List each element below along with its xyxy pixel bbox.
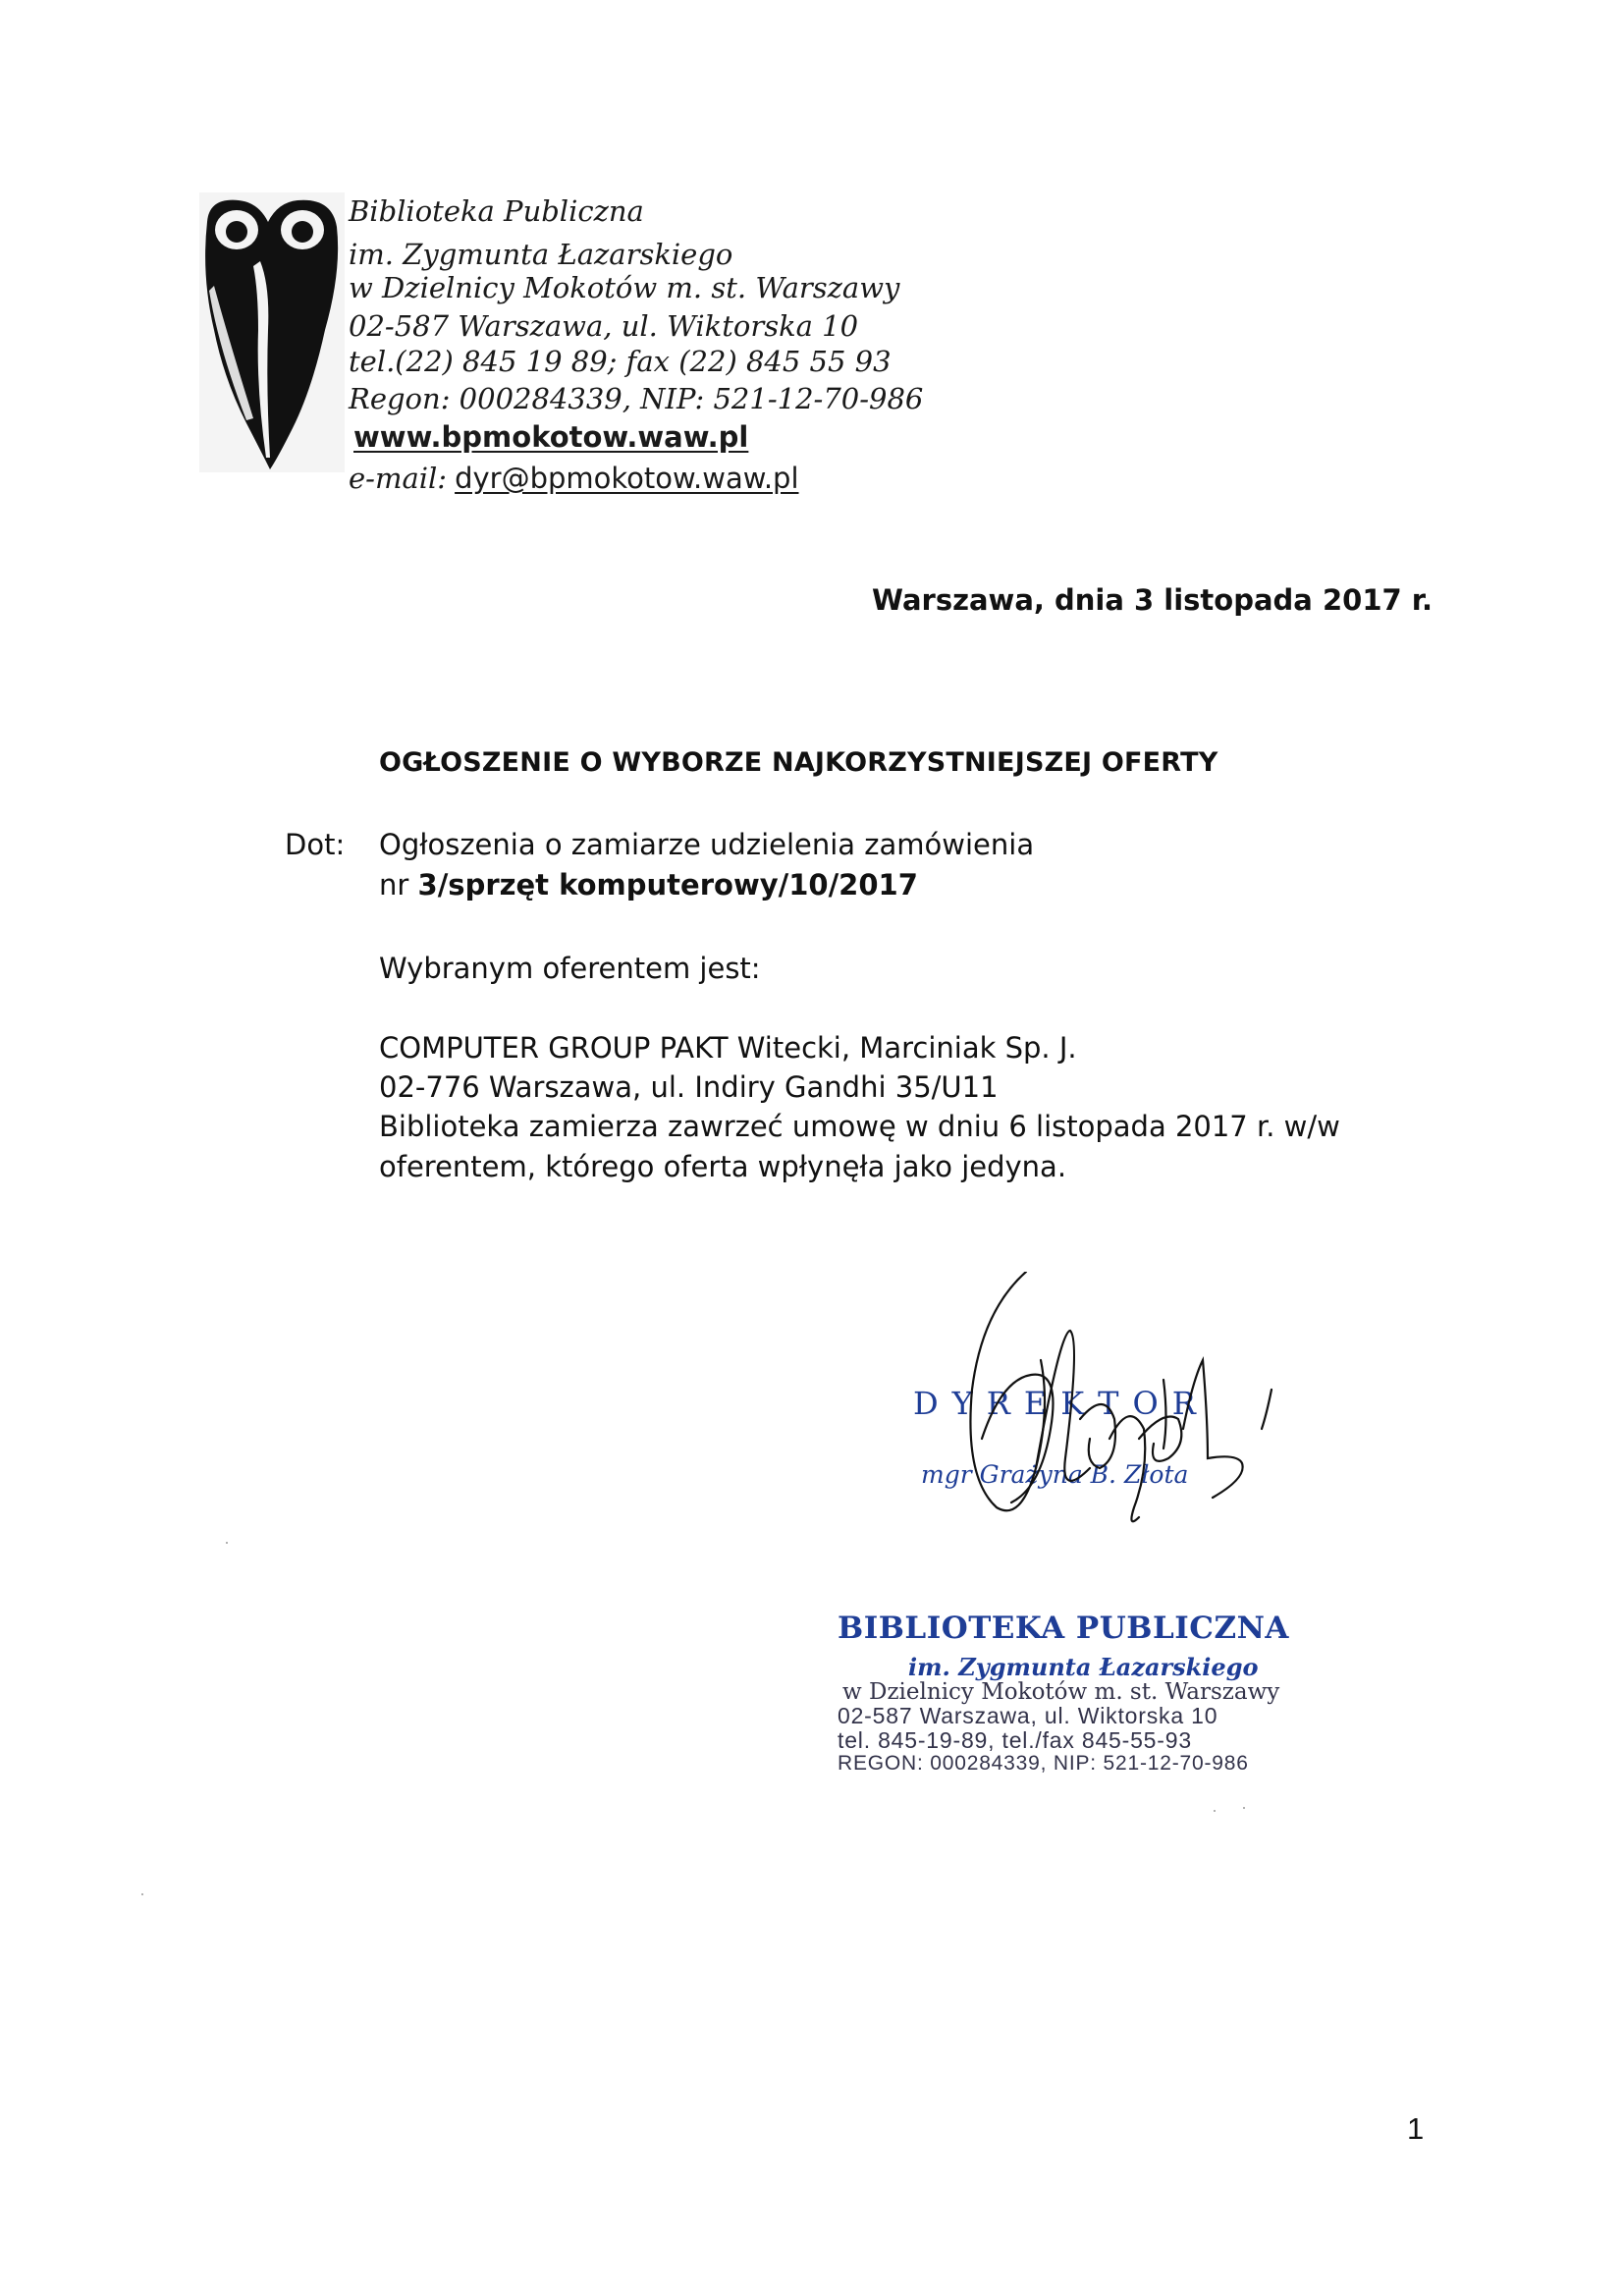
letterhead-phone-fax: tel.(22) 845 19 89; fax (22) 845 55 93 — [349, 345, 892, 378]
letterhead-regon-nip: Regon: 000284339, NIP: 521-12-70-986 — [349, 382, 924, 415]
owl-logo-icon — [199, 192, 345, 472]
letterhead-email-link[interactable]: dyr@bpmokotow.waw.pl — [455, 462, 799, 495]
institution-stamp-title: BIBLIOTEKA PUBLICZNA — [838, 1611, 1289, 1646]
handwritten-signature — [943, 1272, 1296, 1566]
letterhead-email-row — [349, 462, 799, 495]
director-stamp-name: mgr Grażyna B. Złota — [921, 1460, 1189, 1489]
subject-line: Ogłoszenia o zamiarze udzielenia zamówienia — [379, 828, 1035, 861]
subject-number-prefix: nr — [379, 868, 418, 902]
selected-intro: Wybranym oferentem jest: — [379, 952, 761, 985]
tender-number: 3/sprzęt komputerowy/10/2017 — [417, 868, 918, 902]
company-name: COMPUTER GROUP PAKT Witecki, Marciniak Sp. J. — [379, 1031, 1077, 1065]
institution-stamp-address: 02-587 Warszawa, ul. Wiktorska 10 — [838, 1703, 1218, 1728]
scan-speck — [141, 1893, 143, 1895]
letterhead-library-name: Biblioteka Publiczna — [349, 194, 644, 228]
document-date: Warszawa, dnia 3 listopada 2017 r. — [872, 583, 1433, 617]
email-label: e-mail: — [349, 462, 448, 495]
letterhead-district: w Dzielnicy Mokotów m. st. Warszawy — [349, 271, 900, 304]
institution-stamp-ids: REGON: 000284339, NIP: 521-12-70-986 — [838, 1752, 1249, 1775]
subject-number-line — [379, 868, 918, 902]
letterhead-website-link[interactable]: www.bpmokotow.waw.pl — [353, 420, 749, 454]
statement-line-2: oferentem, którego oferta wpłynęła jako jedyna. — [379, 1150, 1067, 1183]
institution-stamp-phones: tel. 845-19-89, tel./fax 845-55-93 — [838, 1727, 1192, 1753]
letterhead-address: 02-587 Warszawa, ul. Wiktorska 10 — [349, 309, 859, 343]
scan-speck — [1214, 1810, 1216, 1812]
page-number: 1 — [1407, 2111, 1425, 2146]
letterhead-patron: im. Zygmunta Łazarskiego — [349, 238, 733, 271]
company-address: 02-776 Warszawa, ul. Indiry Gandhi 35/U11 — [379, 1070, 999, 1104]
document-heading: OGŁOSZENIE O WYBORZE NAJKORZYSTNIEJSZEJ OFERTY — [379, 747, 1218, 778]
director-stamp-title: DYREKTOR — [913, 1385, 1210, 1422]
institution-stamp-patron: im. Zygmunta Łazarskiego — [908, 1653, 1259, 1681]
subject-label: Dot: — [285, 828, 346, 861]
statement-line-1: Biblioteka zamierza zawrzeć umowę w dniu 6 listopada 2017 r. w/w — [379, 1110, 1340, 1143]
scan-speck — [226, 1542, 228, 1544]
scan-speck — [1243, 1807, 1245, 1809]
institution-stamp-district: w Dzielnicy Mokotów m. st. Warszawy — [842, 1679, 1280, 1705]
